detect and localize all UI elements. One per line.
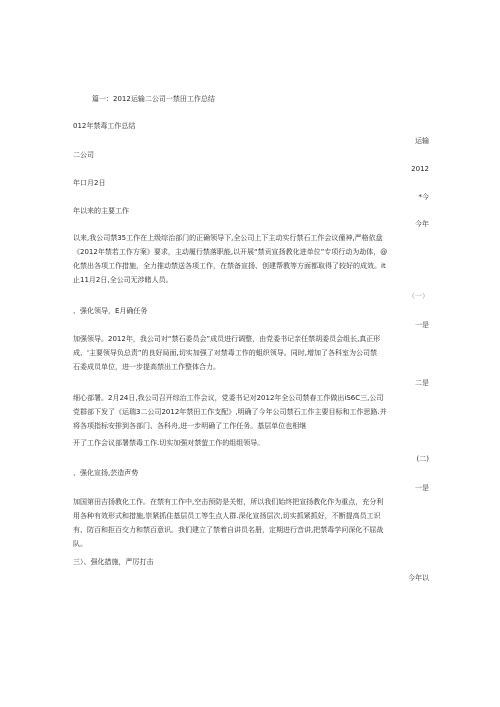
date-line: 年口月2日	[73, 179, 106, 187]
paragraph-line: 成、'主要领导负总责”的良好局面,切实加强了对禁毒工作的蛆织领导。同时,增加了各科室为公司禁	[73, 349, 377, 357]
paragraph-line: 党群部下发了《运瑞3二公司2012年禁田工作支配》,明确了今年公司禁石工作主要目标和工作思路.并	[73, 408, 387, 416]
text-line: 二是	[415, 379, 429, 387]
document-title: 篇一：2012运输二公司一禁田工作总结	[92, 95, 215, 103]
paragraph-line: 加国第田吉扬教化工作。在禁有工作中,空击预防是关钳，所以我们始终把宣扬教化作为重点，充分利	[73, 498, 384, 506]
text-line: 运输	[415, 137, 429, 145]
paragraph-line: 石委成员单位，进一步提高禁出工作整体合力。	[73, 363, 220, 371]
text-line: *今	[418, 193, 429, 201]
paragraph-line: 止11月2日,全公司无涉睹人员。	[73, 276, 173, 284]
section-heading: 、强化领导，E月确任务	[73, 307, 148, 315]
paragraph-line: 化禁出各项工作措施，全力推动禁送各项工作，在禁备宣扬、创建帮教等方面都取得了较好的成效。it	[73, 262, 386, 270]
text-line: 今年	[415, 220, 429, 228]
text-line: 2012	[411, 165, 429, 173]
section-heading: 三）、强化措施，严厉打击	[73, 558, 154, 566]
text-line: 今年以	[408, 574, 429, 582]
paragraph-line: 开了工作会议部署禁毒工作.切实加强对禁萤工作的组组领导。	[73, 439, 265, 447]
paragraph-line: 以来,我公司禁35工作在上级综治部门的正确领导下,全公司上下主动实行禁石工作会议僮神,严格依盘	[73, 234, 383, 242]
paragraph-line: 加强领导。2012年，我公司对“禁石委员会”成员进行调整，由党委书记亲任禁胡委员会组长,真正形	[73, 335, 381, 343]
paragraph-line: 有、防百和拒百交力和禁百意识。我们建立了禁着自讲员名册，定期进行音讲,把禁毒学问深化不屈战	[73, 526, 384, 534]
paragraph-line: 队。	[73, 540, 87, 548]
paragraph-line: 《2012年禁若工作方案》要求，主动履行禁落职能,以开展“禁贡宣扬教化进单位”专项行动为劫体，@	[73, 248, 388, 256]
paragraph-line: 细心部署。2月24日,我公司召开综治工作会议，党委书记对2012年全公司禁春工作做出iS6C三,公司	[73, 394, 384, 402]
text-line: 二公司	[73, 151, 94, 159]
section-number: (二)	[416, 455, 429, 463]
text-line: 一是	[415, 484, 429, 492]
paragraph-line: 用各种有效形式和措施,崇紧抓住基层员工等生点人群.深化宣扬层次,切实抓紧抓好，不断提高员工识	[73, 512, 381, 520]
section-heading: 、强化宣扬,芸造声势	[73, 469, 139, 477]
section-heading: 012年禁毒工作总结	[73, 122, 136, 130]
text-line: 一是	[415, 321, 429, 329]
text-line: 年以来的主要工作	[73, 207, 129, 215]
paragraph-line: 将各项指标安排到各部门、各科舟,进一步明确了工作任务。基层单位也相继	[73, 422, 307, 430]
section-number: （一）	[408, 292, 429, 300]
